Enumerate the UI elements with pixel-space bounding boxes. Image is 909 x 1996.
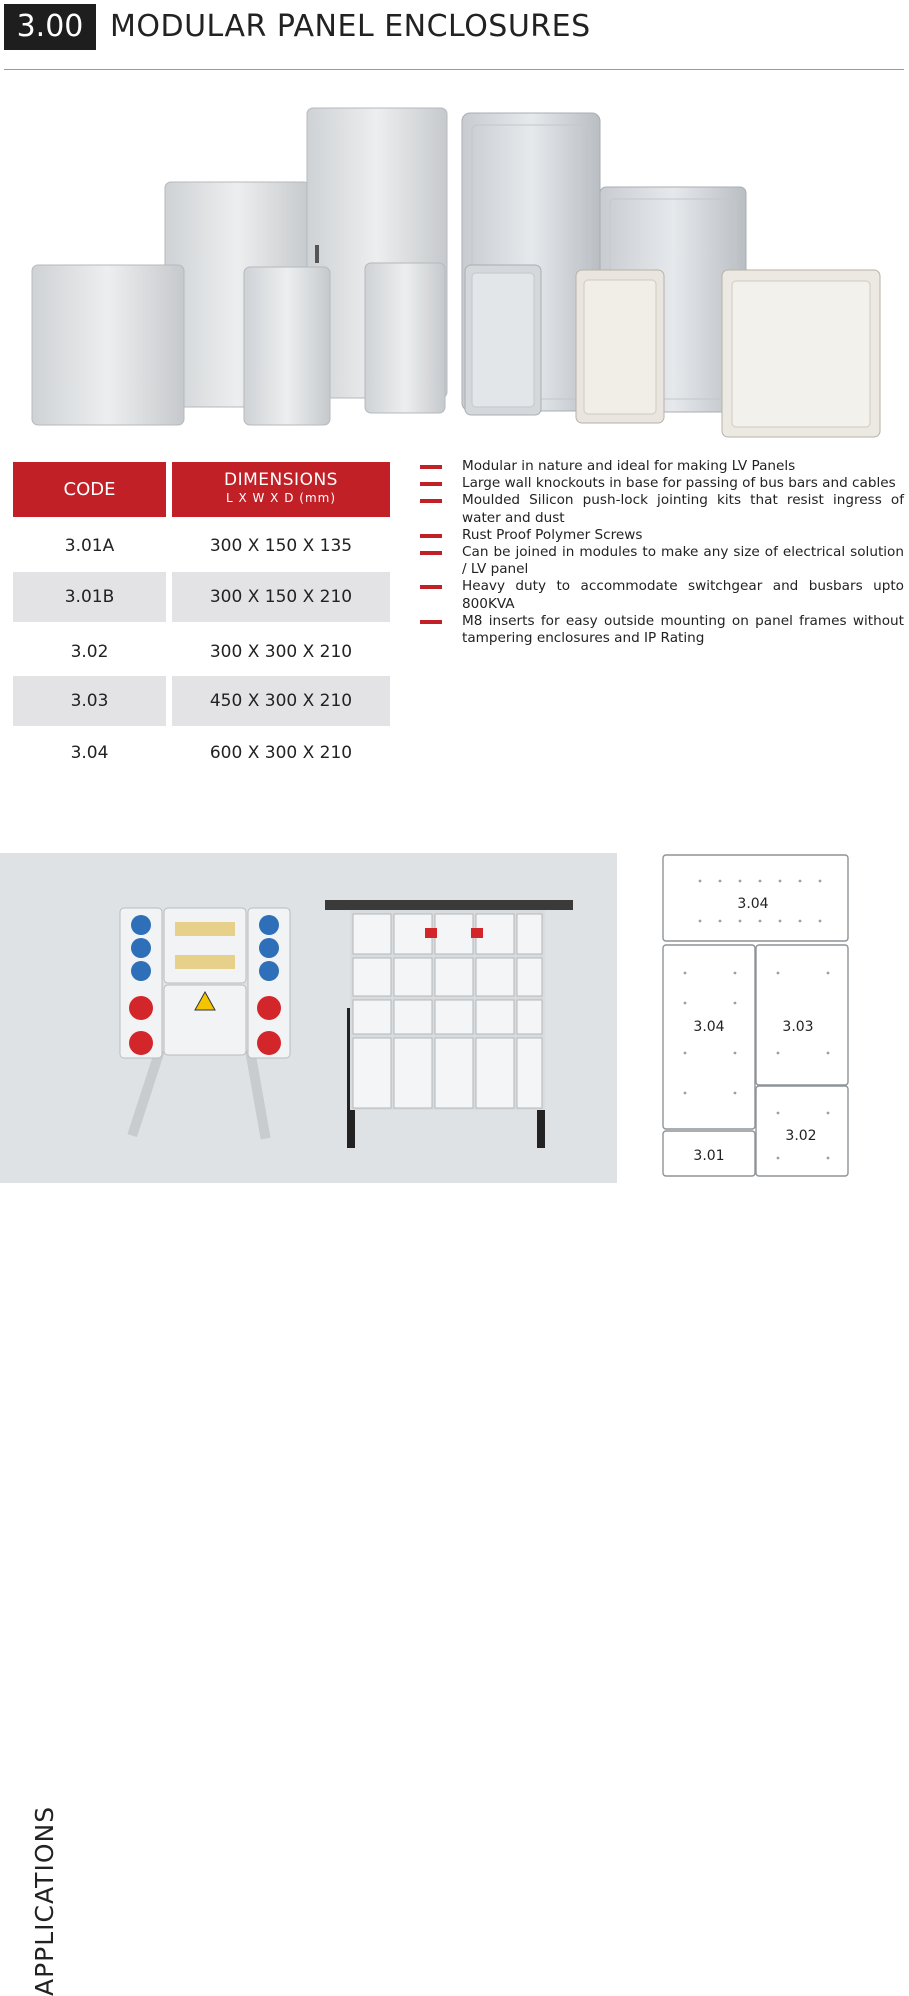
bullet-dash <box>420 465 442 469</box>
enclosure-3-01b-clear <box>465 265 541 415</box>
table-cell-dimensions: 600 X 300 X 210 <box>209 743 353 763</box>
feature-text: Moulded Silicon push-lock jointing kits that resist ingress of water and dust <box>462 492 904 526</box>
feature-text: Heavy duty to accommodate switchgear and busbars upto 800KVA <box>462 578 904 612</box>
feature-text: M8 inserts for easy outside mounting on panel frames without tampering enclosures and IP Rating <box>462 612 904 647</box>
enclosure-3-01a-opaque <box>365 263 445 413</box>
module-layout-diagram <box>660 853 850 1179</box>
list-item <box>420 544 904 578</box>
list-item <box>420 492 904 526</box>
enclosure-3-01b-opaque <box>244 267 330 425</box>
enclosure-3-02-opaque <box>32 265 184 425</box>
feature-list <box>420 458 904 647</box>
header-divider <box>4 69 904 70</box>
table-cell-code: 3.02 <box>70 642 109 662</box>
table-cell-code: 3.03 <box>13 676 166 726</box>
table-cell-code: 3.01A <box>64 536 115 556</box>
dimensions-label: DIMENSIONS <box>224 470 338 490</box>
list-item <box>420 578 904 612</box>
table-header-code: CODE <box>13 462 166 517</box>
list-item <box>420 527 904 544</box>
diagram-label: 3.01 <box>693 1148 725 1164</box>
feature-text: Large wall knockouts in base for passing of bus bars and cables <box>462 475 896 492</box>
bullet-dash <box>420 620 442 624</box>
applications-label-wrap <box>0 853 60 1996</box>
table-cell-dimensions: 300 X 300 X 210 <box>209 642 353 662</box>
enclosure-3-02-clear <box>722 270 880 437</box>
bullet-dash <box>420 499 442 503</box>
bullet-dash <box>420 585 442 589</box>
diagram-label: 3.04 <box>737 896 769 912</box>
diagram-label: 3.04 <box>693 1019 725 1035</box>
feature-text: Modular in nature and ideal for making LV Panels <box>462 458 796 474</box>
table-cell-dimensions: 300 X 150 X 135 <box>209 536 353 556</box>
product-photo <box>20 95 890 440</box>
bullet-dash <box>420 482 442 486</box>
section-number: 3.00 <box>4 4 96 50</box>
application-photo-distribution-board <box>115 900 295 1145</box>
list-item <box>420 613 904 647</box>
diagram-label: 3.03 <box>782 1019 814 1035</box>
list-item <box>420 458 904 475</box>
application-photo-lv-panel <box>325 898 575 1148</box>
module-3-03 <box>756 945 848 1085</box>
feature-text: Can be joined in modules to make any size of electrical solution / LV panel <box>462 544 904 578</box>
table-header-dimensions <box>172 462 390 517</box>
diagram-label: 3.02 <box>785 1128 817 1144</box>
page-title: MODULAR PANEL ENCLOSURES <box>110 9 591 44</box>
module-3-04-vertical <box>663 945 755 1129</box>
dimensions-unit: L X W X D (mm) <box>225 491 337 505</box>
table-cell-dimensions: 300 X 150 X 210 <box>172 572 390 622</box>
table-cell-dimensions: 450 X 300 X 210 <box>172 676 390 726</box>
feature-text: Rust Proof Polymer Screws <box>462 526 643 543</box>
list-item <box>420 475 904 492</box>
table-cell-code: 3.01B <box>13 572 166 622</box>
bullet-dash <box>420 534 442 538</box>
table-cell-code: 3.04 <box>70 743 109 763</box>
applications-label: APPLICATIONS <box>30 1805 59 1996</box>
bullet-dash <box>420 551 442 555</box>
enclosure-3-01a-clear <box>576 270 664 423</box>
